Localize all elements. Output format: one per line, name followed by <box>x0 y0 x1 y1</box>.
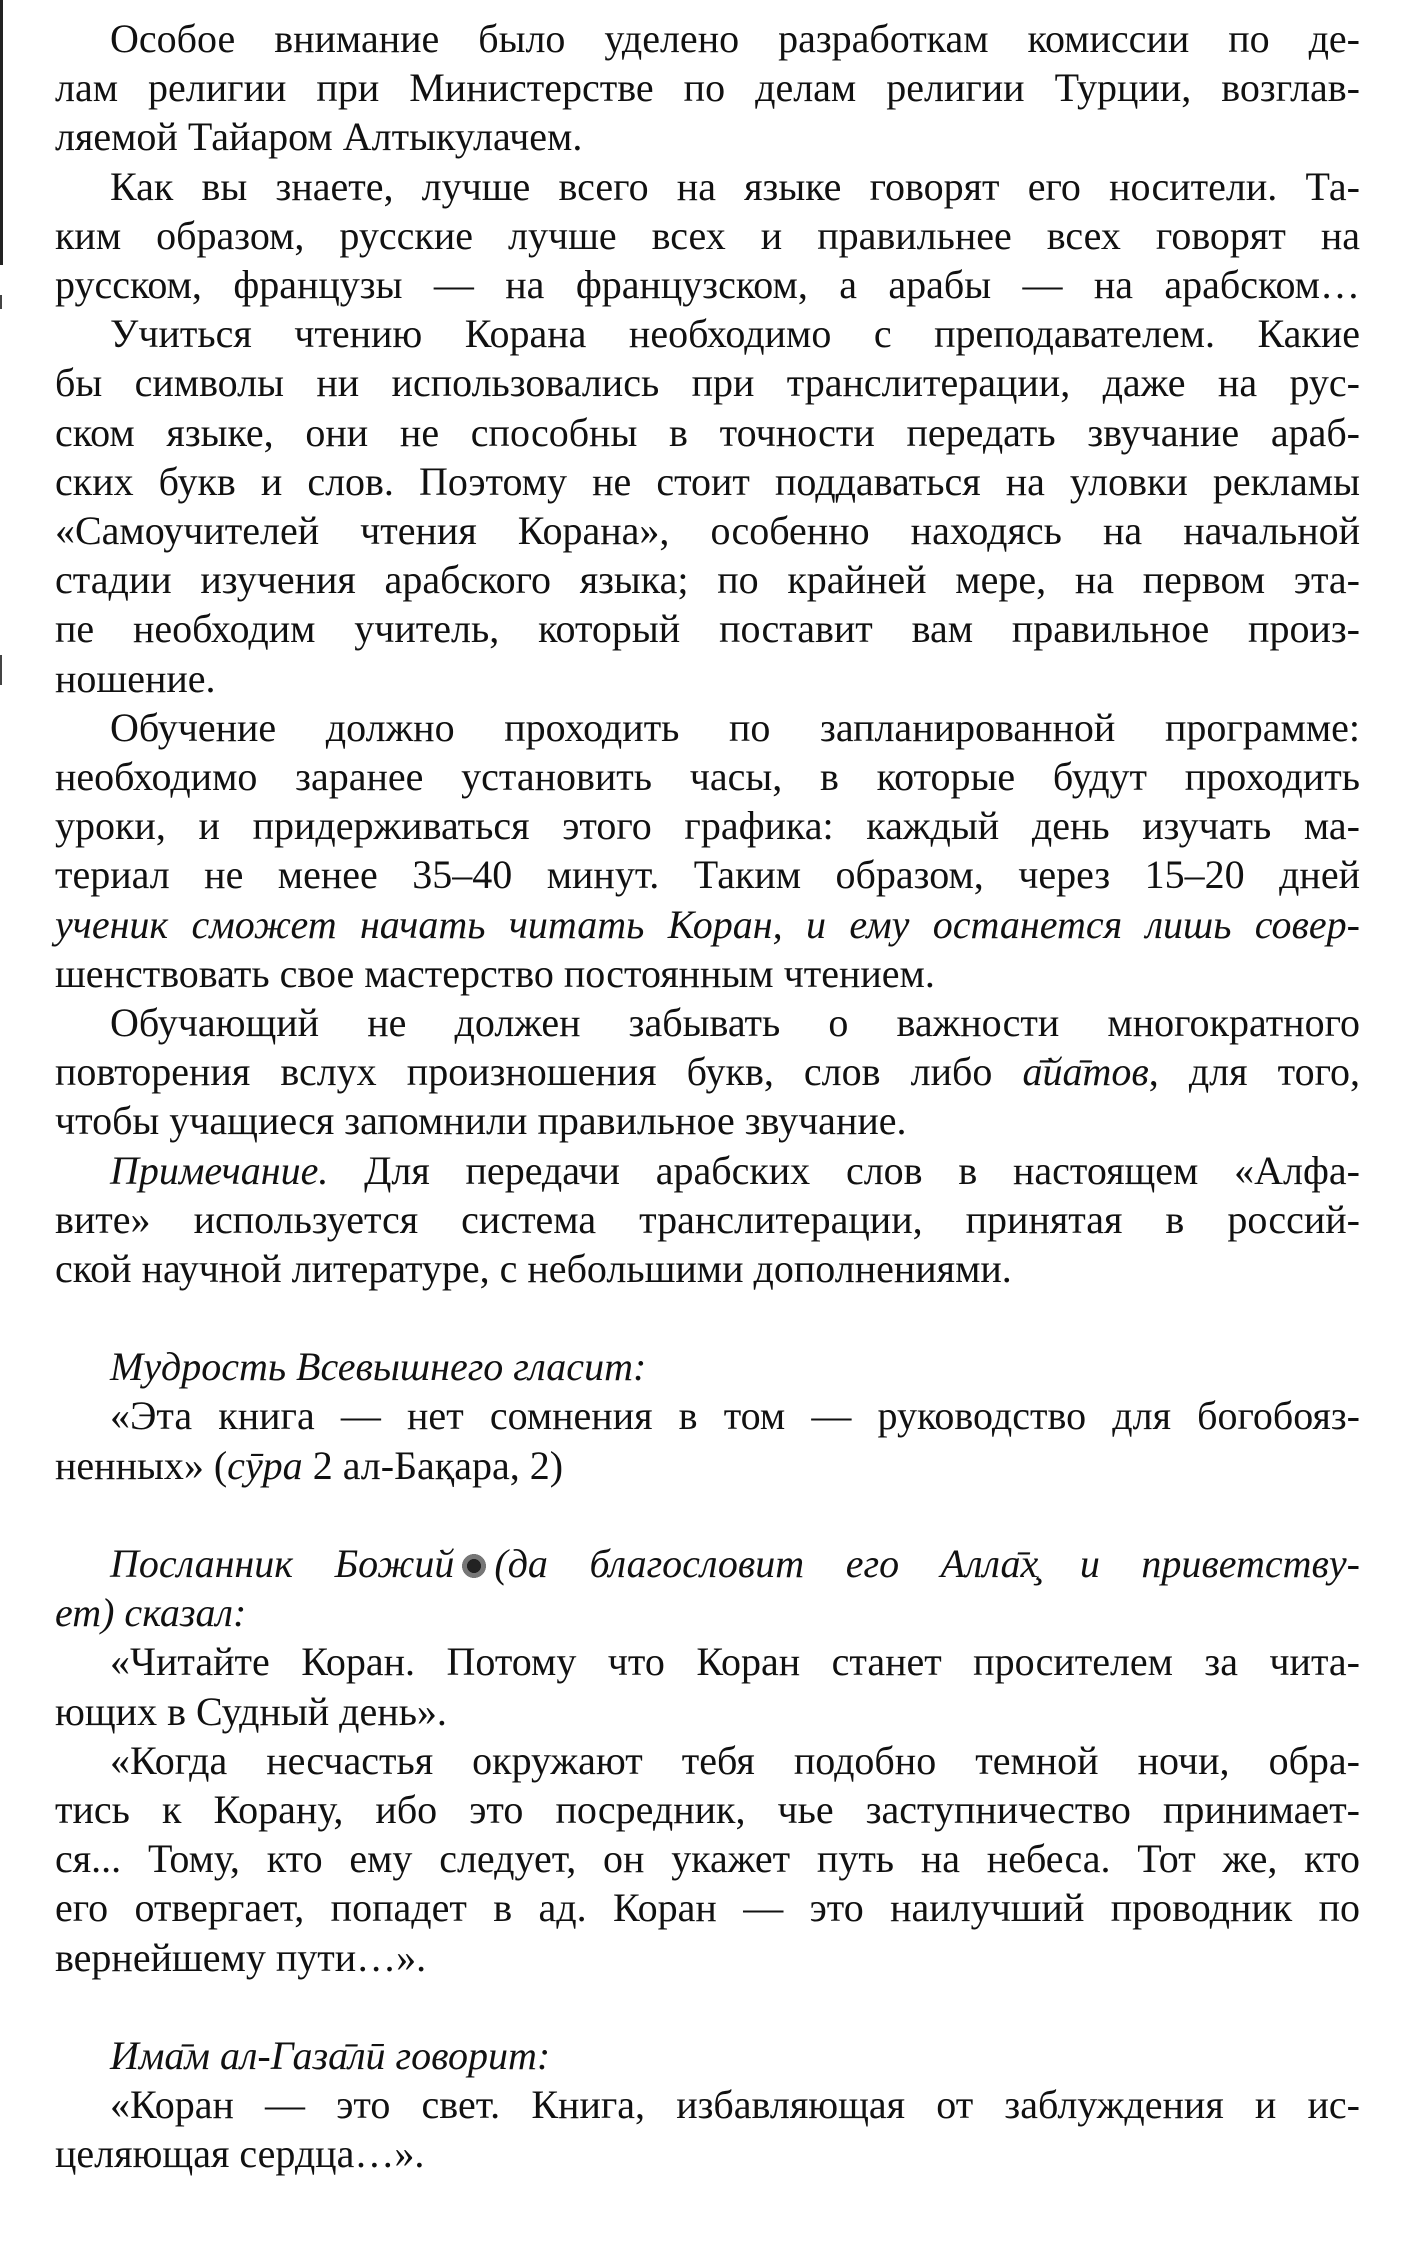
sura-term: сӯра <box>227 1442 303 1488</box>
page-edge-mark <box>0 655 2 685</box>
spacer <box>55 1982 1360 2031</box>
quote-2-heading-cont: ет) сказал: <box>55 1590 247 1636</box>
paragraph-1: Особое внимание было уделено разработкам комиссии по де- лам религии при Министерстве по делам религии Турции, возглав- ляемой Тайаром Алтыкулачем. <box>55 16 1360 160</box>
note-line-1: Примечание. Для передачи арабских слов в настоящем «Алфа- <box>110 1147 1360 1193</box>
ayat-term: а̄йа̄тов <box>1022 1049 1149 1095</box>
note-paragraph: Примечание. Для передачи арабских слов в настоящем «Алфа- вите» используется система транслитерации, принятая в россий- ской научной литературе, с небольшими дополнениями. <box>55 1147 1360 1292</box>
quote-1-heading: Мудрость Всевышнего гласит: <box>110 1344 647 1390</box>
page-edge-rule <box>0 0 3 265</box>
honorific-ligature-icon <box>460 1552 488 1580</box>
spacer <box>55 1293 1360 1342</box>
quote-2-text-1: «Читайте Коран. Потому что Коран станет просителем за чита- ющих в Судный день». <box>55 1639 1360 1734</box>
quote-3-text: «Коран — это свет. Книга, избавляющая от заблуждения и ис- целяющая сердца…». <box>55 2081 1360 2177</box>
spacer <box>55 1490 1360 1539</box>
paragraph-5: Обучающий не должен забывать о важности многократного повторения вслух произношения букв, слов либо а̄йа̄тов, для того, чтобы учащиеся запомнили правильное звучание. <box>55 1000 1360 1144</box>
quote-1-line-2: ненных» (сӯра 2 ал-Бақара, 2) <box>55 1442 564 1488</box>
document-page <box>55 14 1360 2178</box>
paragraph-5-line-2: повторения вслух произношения букв, слов либо а̄йа̄тов, для того, <box>55 1049 1360 1095</box>
paragraph-3: Учиться чтению Корана необходимо с преподавателем. Какие бы символы ни использовались при транслитерации, даже на рус- ском языке, они не способны в точности передать звучание араб- ских букв и слов. Поэтому не стоит поддаваться на уловки рекламы «Самоучителей чтения Корана», особенно находясь на начальной стадии изучения арабского языка; по крайней мере, на первом эта- пе необходим учитель, который поставит вам правильное произ- ношение. <box>55 311 1360 701</box>
quote-2-text-2: «Когда несчастья окружают тебя подобно темной ночи, обра- тись к Корану, ибо это посредник, чье заступничество принимает- ся... Тому, кто ему следует, он укажет путь на небеса. Тот же, кто его отвергает, попадет в ад. Коран — это наилучший проводник по вернейшему пути…». <box>55 1737 1360 1980</box>
page-edge-mark <box>0 295 2 309</box>
quote-2-heading: Посланник Божий (да благословит его Алла̄х̧ и приветству- <box>110 1540 1360 1586</box>
note-label: Примечание. <box>110 1147 329 1193</box>
paragraph-4: Обучение должно проходить по запланированной программе: необходимо заранее установить часы, в которые будут проходить уроки, и придерживаться этого графика: каждый день изучать ма- териал не менее 35–40 минут. Таким образом, через 15–20 дней ученик сможет начать читать Коран, и ему останется лишь совер- шенствовать свое мастерство постоянным чтением. <box>55 704 1360 996</box>
paragraph-2: Как вы знаете, лучше всего на языке говорят его носители. Та- ким образом, русские лучше всех и правильнее всех говорят на русском, французы — на французском, а арабы — на арабском… <box>55 163 1360 308</box>
quote-3-heading: Има̄м ал-Газа̄лӣ говорит: <box>110 2032 551 2078</box>
quote-1-text: «Эта книга — нет сомнения в том — руководство для богобояз- ненных» (сӯра 2 ал-Бақара, 2) <box>55 1391 1360 1489</box>
